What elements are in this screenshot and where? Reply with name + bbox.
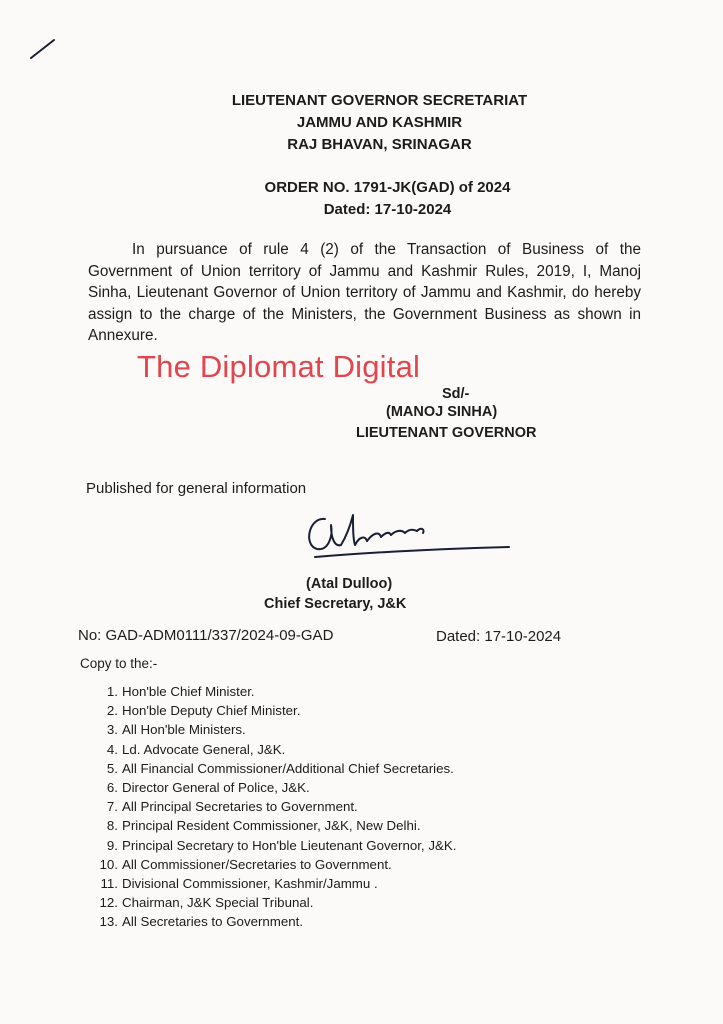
list-item: 1. Hon'ble Chief Minister. [106, 684, 255, 699]
list-item: 7. All Principal Secretaries to Government. [106, 799, 358, 815]
header-line-1: LIEUTENANT GOVERNOR SECRETARIAT [231, 92, 528, 109]
lg-name: (MANOJ SINHA) [386, 404, 498, 420]
list-item: 13. All Secretaries to Government. [99, 914, 304, 930]
list-item: 2. Hon'ble Deputy Chief Minister. [106, 703, 301, 719]
copy-to-heading: Copy to the:- [80, 656, 158, 671]
sd-mark: Sd/- [442, 386, 470, 402]
list-item: 6. Director General of Police, J&K. [106, 780, 310, 796]
cs-designation: Chief Secretary, J&K [264, 596, 407, 612]
header-line-3: RAJ BHAVAN, SRINAGAR [287, 136, 472, 153]
list-item: 8. Principal Resident Commissioner, J&K, New Delhi. [106, 818, 421, 834]
list-item: 4. Ld. Advocate General, J&K. [106, 741, 286, 757]
list-item: 3. All Hon'ble Ministers. [106, 722, 246, 738]
copy-to-list [97, 682, 456, 932]
watermark-text: The Diplomat Digital [137, 349, 421, 384]
published-note: Published for general information [86, 480, 307, 497]
pen-mark [28, 36, 58, 62]
list-item: 5. All Financial Commissioner/Additional Chief Secretaries. [106, 760, 454, 776]
list-item: 11. Divisional Commissioner, Kashmir/Jammu . [100, 876, 378, 892]
reference-number: No: GAD-ADM0111/337/2024-09-GAD [78, 627, 334, 644]
cs-name: (Atal Dulloo) [306, 576, 393, 592]
header-line-2: JAMMU AND KASHMIR [296, 114, 463, 131]
order-body-paragraph: In pursuance of rule 4 (2) of the Transaction of Business of the Government of Union territory of Jammu and Kashmir Rules, 2019, I, Manoj Sinha, Lieutenant Governor of Union territory of Jammu and Kashmir, do hereby assign to the charge of the Ministers, the Government Business as shown in Annexure. [88, 241, 641, 344]
order-number: ORDER NO. 1791-JK(GAD) of 2024 [264, 179, 511, 196]
list-item: 9. Principal Secretary to Hon'ble Lieutenant Governor, J&K. [106, 837, 457, 853]
order-date: Dated: 17-10-2024 [323, 201, 452, 218]
handwritten-signature [295, 505, 520, 565]
list-item: 10. All Commissioner/Secretaries to Government. [99, 856, 392, 872]
reference-date: Dated: 17-10-2024 [436, 628, 562, 645]
lg-designation: LIEUTENANT GOVERNOR [356, 425, 537, 441]
list-item: 12. Chairman, J&K Special Tribunal. [99, 895, 314, 911]
